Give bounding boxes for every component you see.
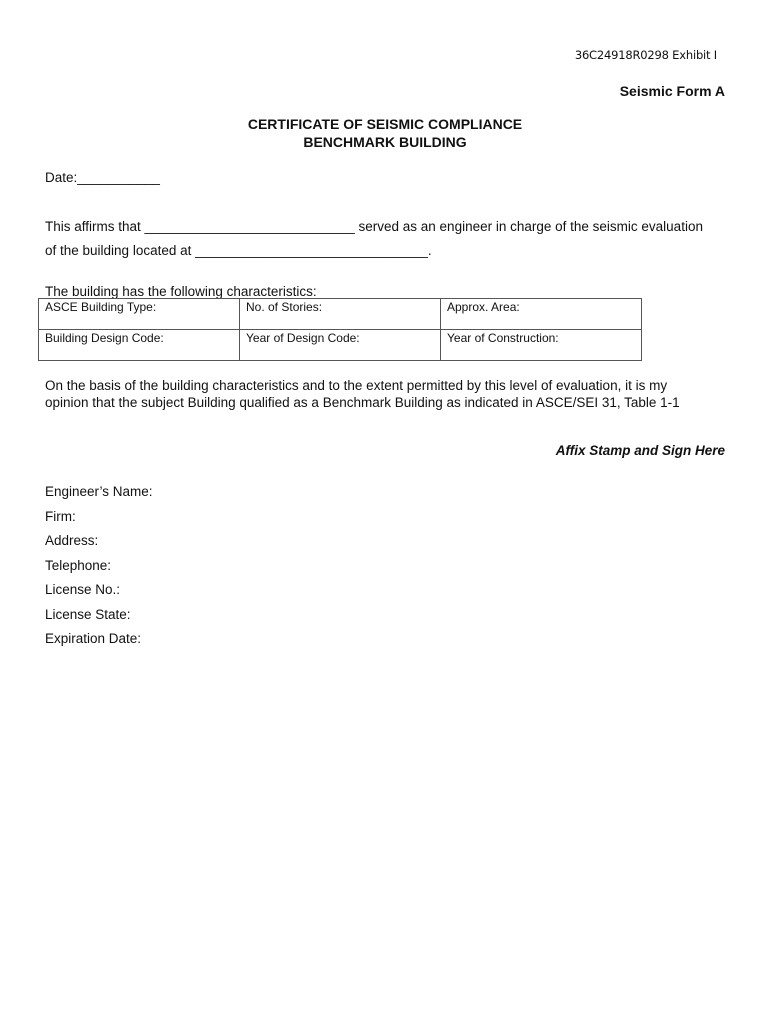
affirmation-line-2: of the building located at _______________________________. <box>45 243 432 258</box>
table-cell-building-design-code[interactable]: Building Design Code: <box>39 330 240 361</box>
date-field[interactable]: Date:___________ <box>45 170 160 185</box>
table-cell-approx-area[interactable]: Approx. Area: <box>441 299 642 330</box>
firm-field[interactable]: Firm: <box>45 509 76 524</box>
table-cell-year-of-design-code[interactable]: Year of Design Code: <box>240 330 441 361</box>
basis-statement-line-1: On the basis of the building characteristics and to the extent permitted by this level of evaluation, it is my <box>45 378 668 393</box>
document-subtitle: BENCHMARK BUILDING <box>303 134 467 150</box>
characteristics-intro: The building has the following characteristics: <box>45 284 317 299</box>
table-row <box>39 299 642 330</box>
exhibit-reference: 36C24918R0298 Exhibit I <box>574 48 717 62</box>
basis-statement-line-2: opinion that the subject Building qualified as a Benchmark Building as indicated in ASCE/SEI 31, Table 1-1 <box>45 395 680 410</box>
expiration-date-field[interactable]: Expiration Date: <box>45 631 142 646</box>
document-title: CERTIFICATE OF SEISMIC COMPLIANCE <box>247 116 523 132</box>
affirmation-line-1: This affirms that ____________________________ served as an engineer in charge of the seismic evaluation <box>45 219 703 234</box>
license-state-field[interactable]: License State: <box>45 607 131 622</box>
table-cell-asce-building-type[interactable]: ASCE Building Type: <box>39 299 240 330</box>
engineer-name-field[interactable]: Engineer’s Name: <box>45 484 153 499</box>
table-cell-no-of-stories[interactable]: No. of Stories: <box>240 299 441 330</box>
affix-stamp-label: Affix Stamp and Sign Here <box>555 443 725 458</box>
characteristics-table <box>38 298 642 361</box>
license-number-field[interactable]: License No.: <box>45 582 121 597</box>
table-row <box>39 330 642 361</box>
telephone-field[interactable]: Telephone: <box>45 558 112 573</box>
address-field[interactable]: Address: <box>45 533 99 548</box>
table-cell-year-of-construction[interactable]: Year of Construction: <box>441 330 642 361</box>
form-label: Seismic Form A <box>619 83 725 99</box>
